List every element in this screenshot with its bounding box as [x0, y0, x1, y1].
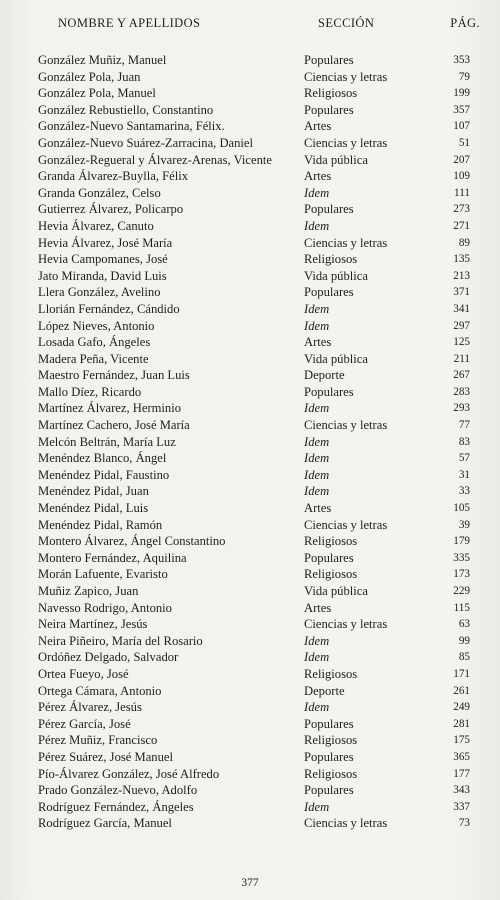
table-row [0, 600, 500, 617]
entry-name: González Muñiz, Manuel [38, 53, 167, 67]
entry-page: 171 [453, 667, 470, 680]
table-row [0, 318, 500, 335]
header-page: PÁG. [450, 16, 480, 30]
entry-page: 353 [453, 54, 470, 66]
entry-name: Menéndez Pidal, Juan [38, 484, 149, 499]
entry-section: Religiosos [304, 666, 358, 681]
table-row [0, 268, 500, 285]
entry-page: 281 [453, 717, 470, 730]
table-row [0, 52, 500, 69]
table-row [0, 85, 500, 102]
entry-section: Idem [304, 401, 330, 416]
entry-page: 135 [453, 253, 470, 266]
entry-name: Menéndez Blanco, Ángel [38, 451, 167, 466]
entry-name: Mallo Díez, Ricardo [38, 384, 142, 399]
table-row [0, 334, 500, 351]
entry-section: Idem [304, 434, 330, 449]
entry-page: 271 [453, 219, 470, 232]
entry-section: Vida pública [304, 351, 368, 366]
entry-section: Artes [304, 169, 332, 184]
entry-name: Rodríguez García, Manuel [38, 816, 172, 831]
entry-name: Muñiz Zapico, Juan [38, 584, 139, 598]
entry-name: Pérez Suárez, José Manuel [38, 749, 173, 764]
entry-name: Hevia Campomanes, José [38, 252, 168, 267]
table-row [0, 384, 500, 401]
table-row [0, 434, 500, 451]
entry-name: González Pola, Juan [38, 69, 141, 84]
entry-section: Deporte [304, 683, 345, 698]
entry-name: Prado González-Nuevo, Adolfo [38, 783, 198, 798]
entry-name: Granda González, Celso [38, 185, 161, 200]
table-row [0, 500, 500, 517]
table-row [0, 716, 500, 733]
entry-page: 337 [453, 800, 470, 813]
entry-name: Madera Peña, Vicente [38, 351, 149, 366]
table-row [0, 815, 500, 832]
entry-name: González-Nuevo Santamarina, Félix. [38, 119, 225, 134]
entry-page: 343 [453, 784, 470, 797]
entry-section: Vida pública [304, 584, 368, 598]
entry-page: 51 [458, 136, 470, 149]
entry-section: Idem [304, 185, 330, 200]
entry-name: Montero Álvarez, Ángel Constantino [38, 534, 226, 549]
entry-name: Melcón Beltrán, María Luz [38, 434, 176, 449]
entry-section: Idem [304, 467, 330, 482]
entry-name: Llorián Fernández, Cándido [38, 301, 180, 316]
table-row [0, 699, 500, 716]
entry-section: Idem [304, 218, 330, 233]
entry-name: González Rebustiello, Constantino [38, 102, 214, 117]
table-row [0, 284, 500, 301]
entry-page: 105 [453, 502, 470, 515]
table-row [0, 666, 500, 683]
table-row [0, 749, 500, 766]
entry-section: Deporte [304, 368, 345, 383]
entry-page: 63 [458, 618, 470, 631]
entry-section: Vida pública [304, 152, 368, 167]
entry-name: Rodríguez Fernández, Ángeles [38, 799, 194, 814]
entry-name: Neira Piñeiro, María del Rosario [38, 633, 203, 648]
entry-page: 249 [453, 701, 470, 714]
entry-section: Ciencias y letras [304, 418, 388, 433]
entry-section: Idem [304, 799, 330, 814]
entry-name: Menéndez Pidal, Luis [38, 501, 149, 516]
entry-name: Navesso Rodrigo, Antonio [38, 600, 172, 615]
entry-page: 79 [458, 70, 470, 83]
entry-page: 115 [453, 601, 470, 614]
entry-page: 283 [453, 385, 470, 398]
entry-section: Religiosos [304, 733, 358, 748]
table-row [0, 649, 500, 666]
table-row [0, 732, 500, 749]
entry-section: Ciencias y letras [304, 135, 388, 150]
entry-section: Religiosos [304, 86, 358, 101]
entry-section: Populares [304, 202, 354, 217]
table-row [0, 135, 500, 152]
entry-section: Religiosos [304, 766, 358, 781]
index-table [0, 52, 500, 832]
entry-name: Pérez García, José [38, 716, 131, 731]
entry-name: Jato Miranda, David Luis [38, 268, 167, 283]
entry-page: 341 [453, 302, 470, 315]
entry-name: Ortea Fueyo, José [38, 666, 129, 681]
entry-page: 77 [458, 419, 470, 432]
entry-page: 173 [453, 568, 470, 581]
page-number: 377 [241, 877, 259, 889]
entry-name: López Nieves, Antonio [38, 318, 155, 333]
entry-page: 99 [458, 634, 470, 647]
entry-page: 273 [453, 203, 470, 216]
entry-page: 125 [453, 336, 470, 349]
table-row [0, 566, 500, 583]
table-row [0, 168, 500, 185]
entry-name: Menéndez Pidal, Ramón [38, 517, 163, 532]
entry-page: 371 [453, 286, 470, 299]
entry-name: Ortega Cámara, Antonio [38, 683, 162, 698]
entry-section: Artes [304, 119, 332, 134]
entry-section: Ciencias y letras [304, 816, 388, 831]
entry-section: Idem [304, 451, 330, 466]
entry-page: 261 [453, 684, 470, 697]
entry-section: Vida pública [304, 268, 368, 283]
entry-page: 57 [458, 452, 470, 465]
entry-name: Menéndez Pidal, Faustino [38, 467, 170, 482]
table-row [0, 218, 500, 235]
header-section: SECCIÓN [318, 16, 375, 30]
entry-page: 365 [453, 750, 470, 763]
entry-page: 211 [453, 352, 470, 365]
entry-section: Populares [304, 749, 354, 764]
entry-name: Morán Lafuente, Evaristo [38, 567, 168, 582]
entry-section: Populares [304, 53, 354, 67]
entry-name: Maestro Fernández, Juan Luis [38, 368, 190, 383]
entry-name: Pérez Álvarez, Jesús [38, 700, 142, 715]
table-row [0, 683, 500, 700]
table-row [0, 550, 500, 567]
table-row [0, 301, 500, 318]
entry-page: 33 [458, 485, 470, 498]
entry-name: Montero Fernández, Aquilina [38, 550, 187, 565]
entry-page: 293 [453, 402, 470, 415]
entry-section: Idem [304, 633, 330, 648]
entry-name: Pío-Álvarez González, José Alfredo [38, 766, 220, 781]
entry-section: Idem [304, 484, 330, 499]
entry-page: 207 [453, 153, 470, 166]
table-row [0, 118, 500, 135]
table-row [0, 69, 500, 86]
entry-name: Pérez Muñiz, Francisco [38, 733, 158, 748]
entry-section: Ciencias y letras [304, 69, 388, 84]
entry-section: Religiosos [304, 534, 358, 549]
entry-page: 175 [453, 734, 470, 747]
entry-name: Martínez Cachero, José María [38, 418, 190, 433]
table-row [0, 633, 500, 650]
entry-page: 89 [458, 236, 470, 249]
entry-section: Religiosos [304, 252, 358, 267]
entry-name: Martínez Álvarez, Herminio [38, 401, 182, 416]
entry-name: González Pola, Manuel [38, 86, 156, 101]
entry-name: Hevia Álvarez, José María [38, 235, 173, 250]
entry-section: Artes [304, 335, 332, 350]
entry-section: Idem [304, 650, 330, 665]
entry-section: Ciencias y letras [304, 617, 388, 632]
entry-section: Idem [304, 318, 330, 333]
entry-page: 357 [453, 103, 470, 116]
entry-page: 107 [453, 120, 470, 133]
header-name: NOMBRE Y APELLIDOS [58, 16, 201, 30]
entry-section: Populares [304, 550, 354, 565]
entry-section: Artes [304, 501, 332, 516]
table-row [0, 616, 500, 633]
table-row [0, 417, 500, 434]
entry-section: Idem [304, 301, 330, 316]
table-row [0, 351, 500, 368]
entry-name: González-Nuevo Suárez-Zarracina, Daniel [38, 135, 254, 150]
entry-page: 73 [458, 817, 470, 830]
entry-page: 111 [454, 186, 470, 199]
entry-section: Populares [304, 716, 354, 731]
table-header [0, 16, 500, 36]
entry-section: Populares [304, 102, 354, 117]
entry-section: Religiosos [304, 567, 358, 582]
entry-page: 177 [453, 767, 470, 780]
table-row [0, 782, 500, 799]
entry-page: 335 [453, 551, 470, 564]
entry-name: Llera González, Avelino [38, 285, 161, 300]
entry-page: 85 [458, 651, 470, 664]
table-row [0, 235, 500, 252]
entry-name: Ordóñez Delgado, Salvador [38, 650, 179, 665]
entry-section: Idem [304, 700, 330, 715]
entry-section: Populares [304, 285, 354, 300]
entry-name: Losada Gafo, Ángeles [38, 335, 151, 350]
entry-page: 199 [453, 87, 470, 100]
table-row [0, 102, 500, 119]
table-row [0, 467, 500, 484]
table-row [0, 533, 500, 550]
entry-page: 39 [458, 518, 470, 531]
entry-section: Artes [304, 600, 332, 615]
entry-page: 229 [453, 585, 470, 597]
table-row [0, 799, 500, 816]
table-row [0, 367, 500, 384]
entry-name: Neira Martínez, Jesús [38, 617, 148, 632]
table-row [0, 400, 500, 417]
table-row [0, 152, 500, 169]
entry-page: 31 [458, 468, 470, 481]
entry-name: Granda Álvarez-Buylla, Félix [38, 169, 189, 184]
entry-name: Hevia Álvarez, Canuto [38, 218, 154, 233]
entry-page: 83 [458, 435, 470, 448]
entry-page: 109 [453, 170, 470, 183]
entry-page: 179 [453, 535, 470, 548]
table-row [0, 583, 500, 600]
entry-page: 213 [453, 269, 470, 282]
entry-section: Populares [304, 783, 354, 798]
entry-section: Populares [304, 384, 354, 399]
entry-page: 297 [453, 319, 470, 332]
table-row [0, 450, 500, 467]
table-row [0, 483, 500, 500]
table-row [0, 251, 500, 268]
entry-section: Ciencias y letras [304, 235, 388, 250]
entry-name: Gutierrez Álvarez, Policarpo [38, 202, 184, 217]
entry-page: 267 [453, 369, 470, 382]
entry-name: González-Regueral y Álvarez-Arenas, Vicente [38, 152, 272, 167]
table-row [0, 766, 500, 783]
table-row [0, 201, 500, 218]
entry-section: Ciencias y letras [304, 517, 388, 532]
table-row [0, 185, 500, 202]
table-row [0, 517, 500, 534]
